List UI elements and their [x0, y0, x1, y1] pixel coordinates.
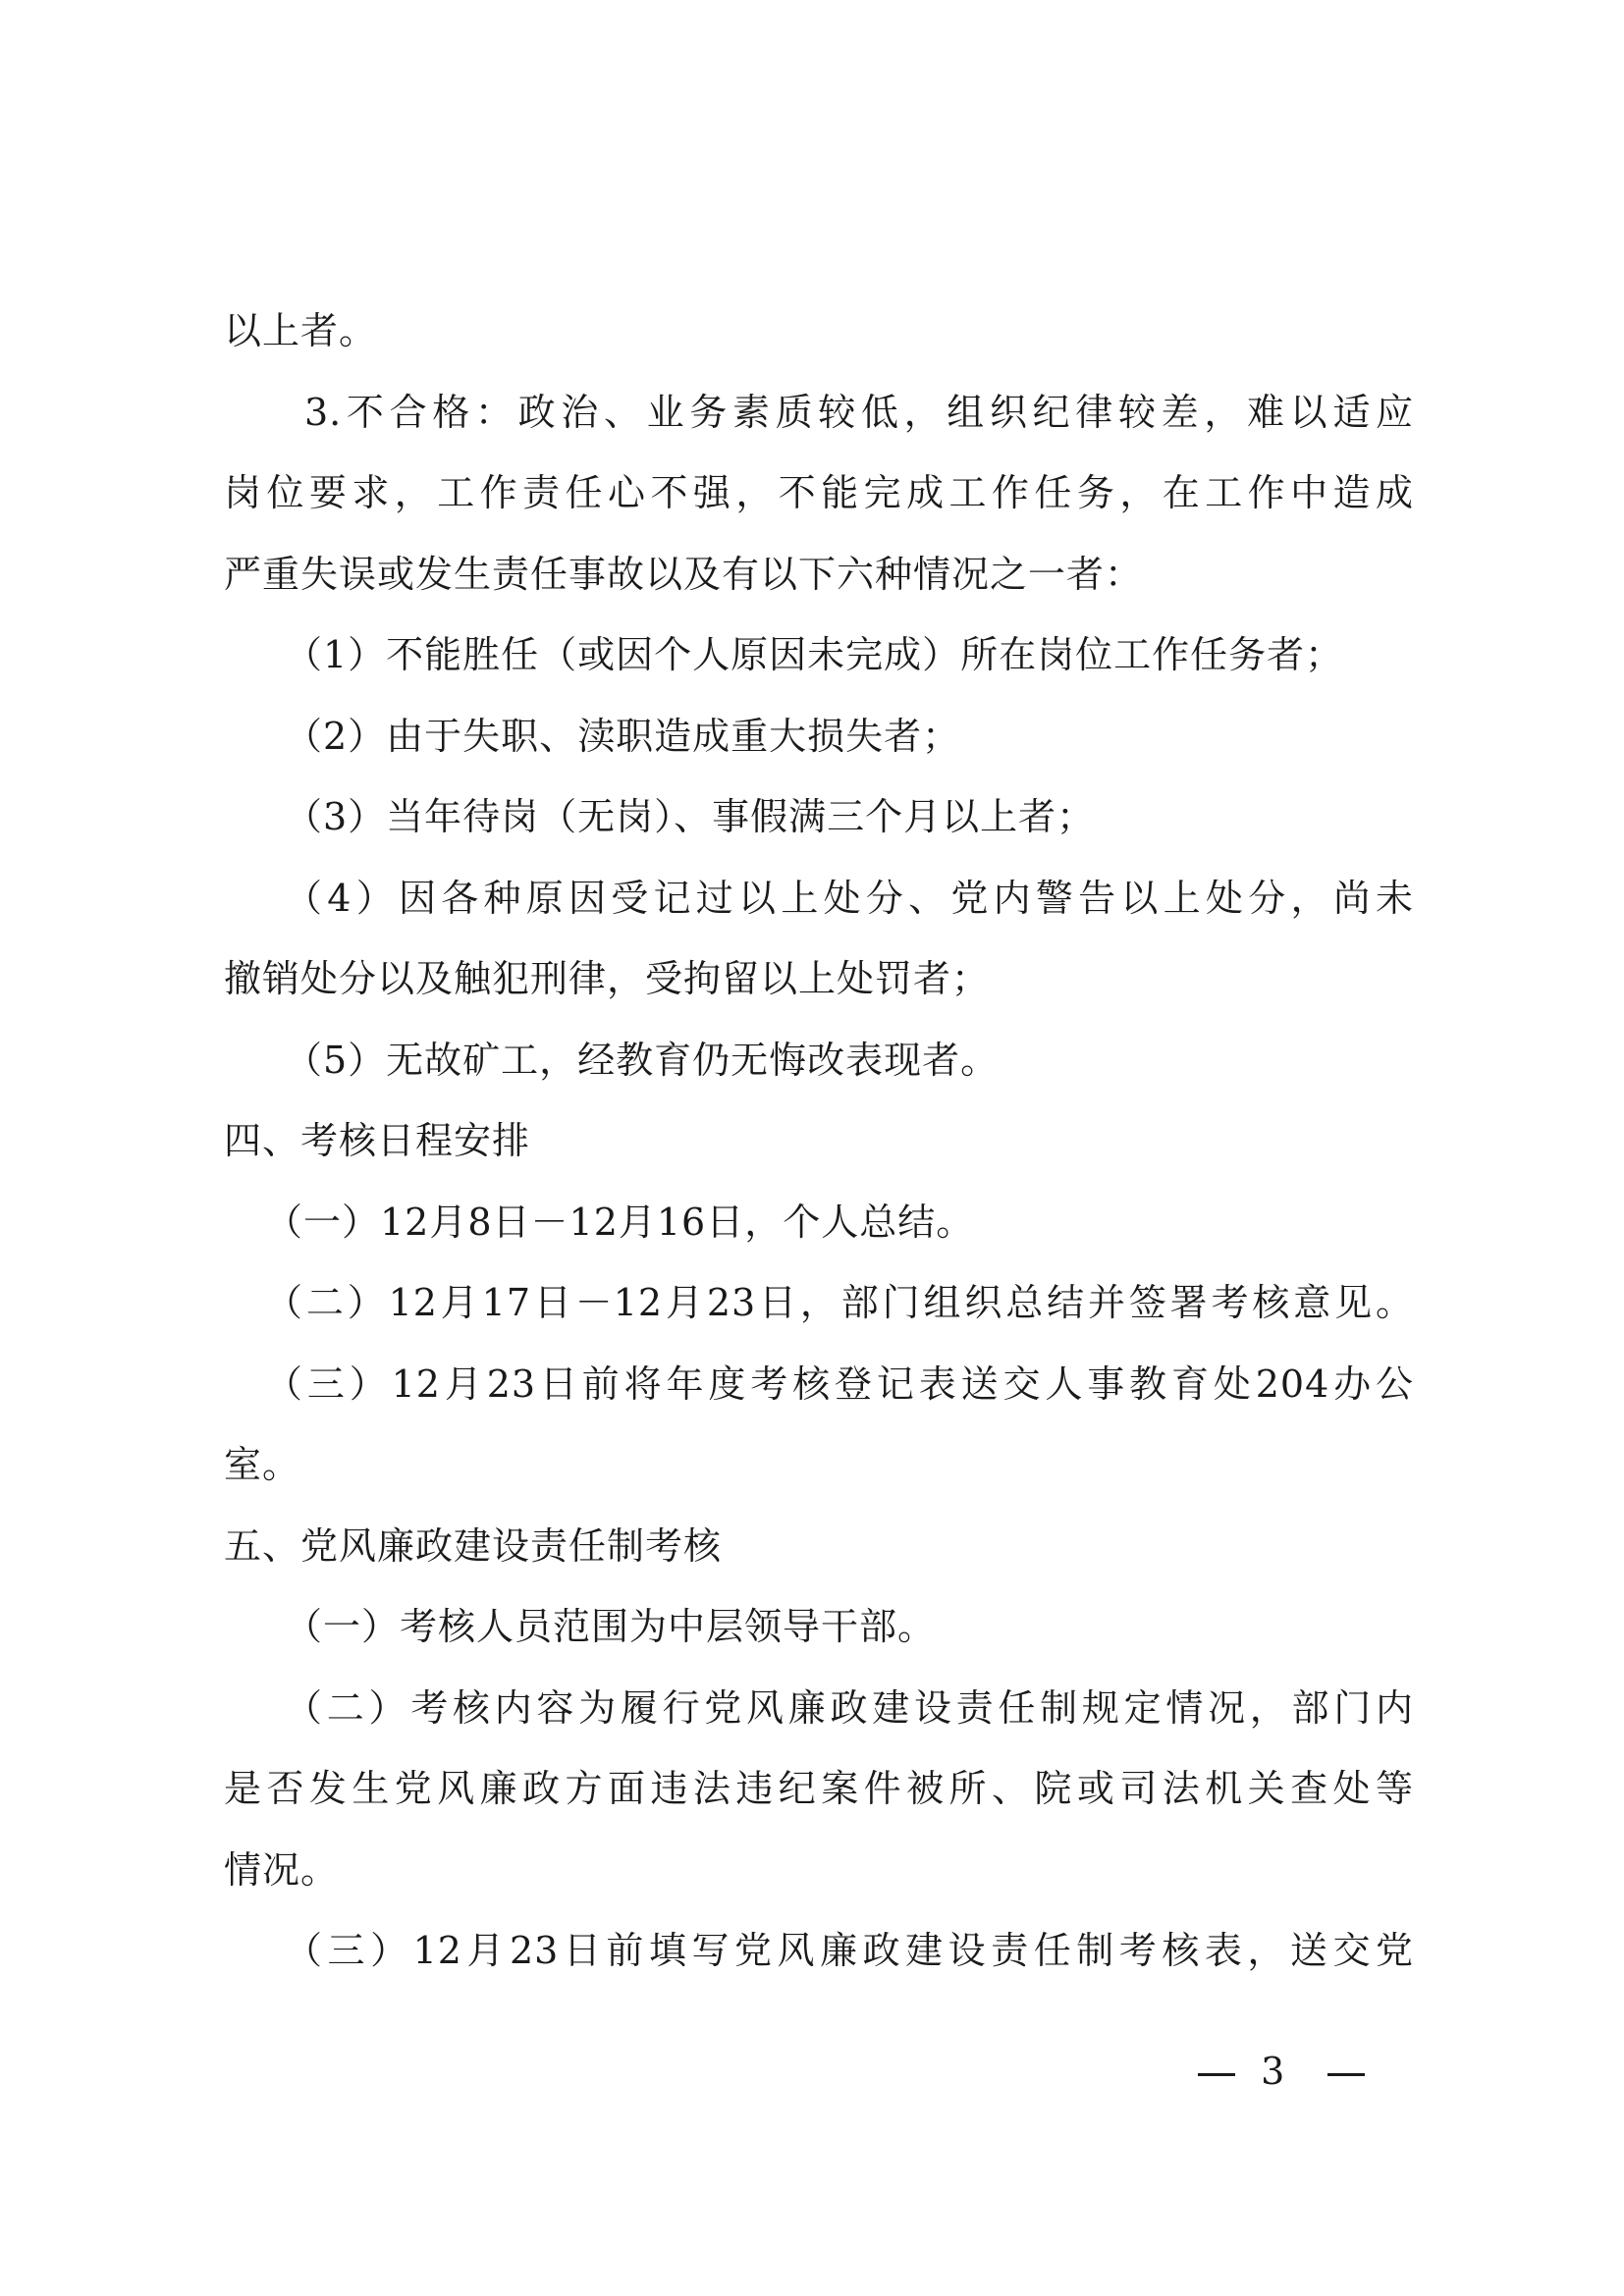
list-item: （二）考核内容为履行党风廉政建设责任制规定情况，部门内: [285, 1686, 1414, 1730]
list-item: （三）12月23日前将年度考核登记表送交人事教育处204办公: [265, 1362, 1414, 1406]
section-heading: 四、考核日程安排: [224, 1119, 531, 1162]
list-item: （2）由于失职、渎职造成重大损失者；: [285, 715, 961, 758]
dash-right: [1327, 2073, 1365, 2076]
list-item: （一）12月8日－12月16日，个人总结。: [265, 1201, 975, 1244]
body-line: 是否发生党风廉政方面违法违纪案件被所、院或司法机关查处等: [224, 1767, 1414, 1810]
dash-left: [1198, 2073, 1235, 2076]
list-item: （1）不能胜任（或因个人原因未完成）所在岗位工作任务者；: [285, 633, 1344, 676]
body-line: 岗位要求，工作责任心不强，不能完成工作任务，在工作中造成: [224, 471, 1414, 514]
body-line: 情况。: [224, 1848, 340, 1892]
body-line: 3.不合格：政治、业务素质较低，组织纪律较差，难以适应: [304, 391, 1414, 434]
body-line: 以上者。: [224, 309, 378, 352]
list-item: （3）当年待岗（无岗）、事假满三个月以上者；: [285, 795, 1096, 838]
list-item: （5）无故矿工，经教育仍无悔改表现者。: [285, 1039, 1000, 1082]
section-heading: 五、党风廉政建设责任制考核: [224, 1524, 723, 1568]
list-item: （4）因各种原因受记过以上处分、党内警告以上处分，尚未: [285, 877, 1414, 920]
body-line: 室。: [224, 1443, 301, 1486]
page-number-value: 3: [1261, 2050, 1285, 2093]
list-item: （三）12月23日前填写党风廉政建设责任制考核表，送交党: [285, 1929, 1414, 1972]
page-number: [1198, 2050, 1365, 2093]
body-line: 撤销处分以及触犯刑律，受拘留以上处罚者；: [224, 957, 991, 1000]
list-item: （二）12月17日－12月23日，部门组织总结并签署考核意见。: [265, 1281, 1414, 1324]
list-item: （一）考核人员范围为中层领导干部。: [285, 1605, 937, 1648]
body-line: 严重失误或发生责任事故以及有以下六种情况之一者：: [224, 553, 1144, 596]
